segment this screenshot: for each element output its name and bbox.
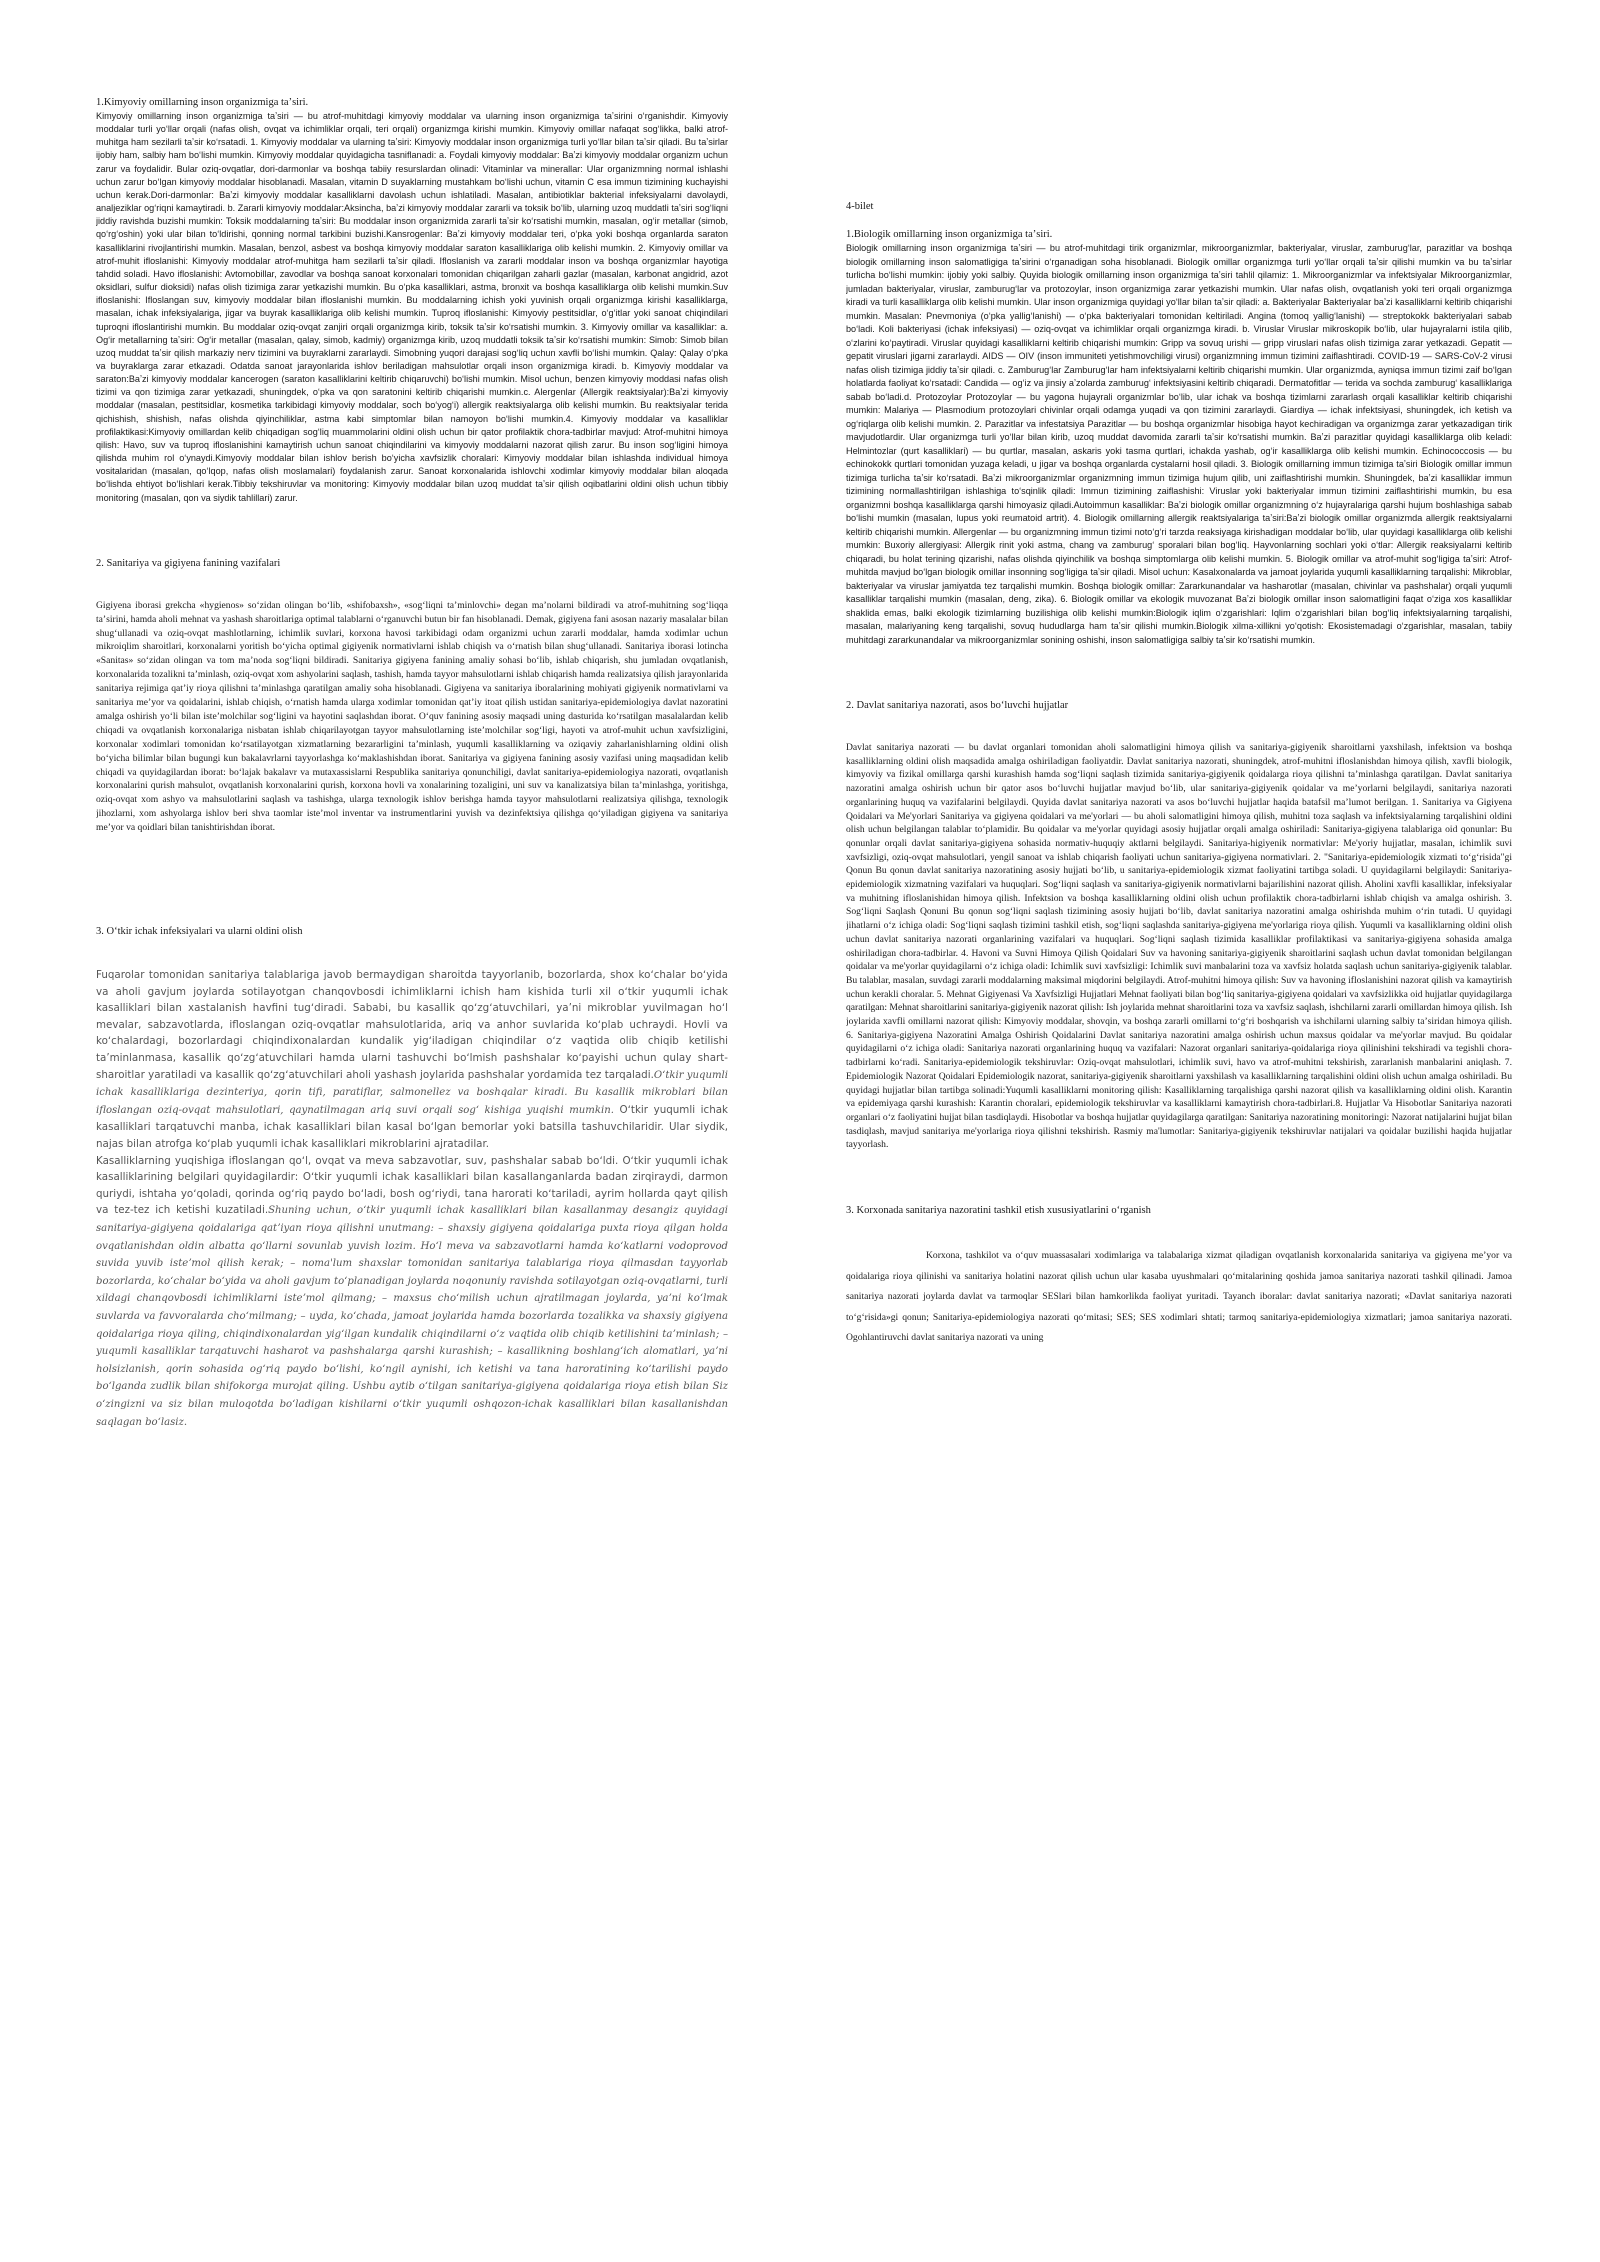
left-column [96,96,728,2186]
section-chemical-factors [96,96,728,505]
section-biological-factors [846,228,1512,647]
section-body: Davlat sanitariya nazorati — bu davlat organlari tomonidan aholi salomatligini himoya qilish va sanitariya-gigiyenik sharoitlarni yaxshilash, infektsion va boshqa kasalliklarning oldini olish maqsadida amalga oshiriladigan faoliyatdir. Davlat sanitariya nazorati, shuningdek, atrof-muhitni ifloslanishdan himoya qilish, xavfli biologik, kimyoviy va fizikal omillarga qarshi kurashish hamda sogʻliqni saqlash tizimida sanitariya-gigiyenik qoidalarga rioya qilishni taʼminlashga qaratilgan. Davlat sanitariya nazoratini amalga oshirish uchun bir qator asos boʻluvchi hujjatlar mavjud boʻlib, ular sanitariya-gigiyenik qoidalar va meʼyorlarni belgilaydi, sanitariya nazorati organlarining huquq va vazifalarini belgilaydi. Quyida davlat sanitariya nazorati va asos boʻluvchi hujjatlar haqida batafsil maʼlumot berilgan. 1. Sanitariya va Gigiyena Qoidalari va Me'yorlari Sanitariya va gigiyena qoidalari va me'yorlari — bu aholi salomatligini himoya qilish, muhitni toza saqlash va infektsiyalarning tarqalishini oldini olish uchun belgilangan talablar toʻplamidir. Bu qoidalar va me'yorlar quyidagi asosiy hujjatlar orqali amalga oshiriladi: Sanitariya-gigiyena talablariga oid qonunlar: Bu qonunlar orqali davlat sanitariya-gigiyena sohasida normativ-huquqiy aktlarni belgilaydi. Sanitariya-higiyenik normativlar: Me'yoriy hujjatlar, masalan, ichimlik suvi xavfsizligi, oziq-ovqat mahsulotlari, yengil sanoat va ishlab chiqarish faoliyati uchun sanitariya-gigiyena normativlari. 2. "Sanitariya-epidemiologik xizmati toʻgʻrisida"gi Qonun Bu qonun davlat sanitariya nazoratining asosiy hujjati boʻlib, u sanitariya-epidemiologik xizmat faoliyatini tartibga soladi. U quyidagilarni belgilaydi: Sanitariya-epidemiologik xizmatning vazifalari va huquqlari. Sogʻliqni saqlash va sanitariya-gigiyenik normativlarni bajarilishini nazorat qilish. Aholini xavfli kasalliklar, infeksiyalar va muhitning ifloslanishidan himoya qilish. Infektsion va boshqa kasalliklarning oldini olish uchun profilaktik chora-tadbirlarni ishlab chiqish va amalga oshirish. 3. Sogʻliqni Saqlash Qonuni Bu qonun sogʻliqni saqlash tizimining asosiy hujjati boʻlib, davlat sanitariya nazoratini amalga oshirishda muhim oʻrin tutadi. U quyidagi jihatlarni oʻz ichiga oladi: Sogʻliqni saqlash tizimini tashkil etish, sogʻliqni saqlashda sanitariya-gigiyena me'yorlariga rioya qilish. Yuqumli va kasalliklarning oldini olish uchun davlat sanitariya nazorati organlarining vazifalari va huquqlari. Sogʻliqni saqlash tizimida kasalliklar profilaktikasi va sanitariya-gigiyena sohasida amalga oshiriladigan chora-tadbirlar. 4. Havoni va Suvni Himoya Qilish Qoidalari Suv va havoning sanitariya-gigiyenik sharoitlarini saqlash uchun davlat tomonidan belgilangan qoidalar va me'yorlar quyidagilarni oʻz ichiga oladi: Ichimlik suvi xavfsizligi: Ichimlik suvi manbalarini toza va xavfsiz holatda saqlash uchun sanitariya-gigiyenik talablar. Bu talablar, masalan, suvdagi zararli moddalarning maksimal miqdorini belgilaydi. Atrof-muhitni himoya qilish: Suv va havoning ifloslanishini nazorat qilish va kamaytirish uchun kerakli choralar. 5. Mehnat Gigiyenasi Va Xavfsizligi Hujjatlari Mehnat faoliyati bilan bogʻliq sanitariya-gigiyena qoidalari va xavfsizlikka oid hujjatlar quyidagilarga qaratilgan: Mehnat sharoitlarini sanitariya-gigiyenik nazorat qilish: Ish joylarida mehnat sharoitlarini toza va xavfsiz saqlash, ishchilarni zararli omillardan himoya qilish. Ish joylarida xavfli omillarni nazorat qilish: Kimyoviy moddalar, shovqin, va boshqa zararli omillarni toʻgʻri boshqarish va ishchilarni ularning salbiy taʼsiridan himoya qilish. 6. Sanitariya-gigiyena Nazoratini Amalga Oshirish Qoidalarini Davlat sanitariya nazoratini amalga oshirish uchun maxsus qoidalar va me'yorlar mavjud. Bu qoidalar quyidagilarni oʻz ichiga oladi: Sanitariya nazorati organlarining huquq va vazifalari: Nazorat organlari sanitariya-qoidalariga rioya qilinishini tekshiradi va tegishli chora-tadbirlarni koʻradi. Sanitariya-epidemiologik tekshiruvlar: Oziq-ovqat mahsulotlari, ichimlik suvi, havo va atrof-muhitni tekshirish, zararlanish manbalarini aniqlash. 7. Epidemiologik Nazorat Qoidalari Epidemiologik nazorat, sanitariya-gigiyenik sharoitlarni yaxshilash va kasalliklarning tarqalishini oldini olish uchun amalga oshiriladi. Bu quyidagi hujjatlar bilan tartibga solinadi:Yuqumli kasalliklarni monitoring qilish: Kasalliklarning tarqalishiga qarshi nazorat qilish va kasalliklarning oldini olish. Karantin va epidemiyaga qarshi kurashish: Karantin choralari, epidemiologik tekshiruvlar va kasalliklarni kamaytirish chora-tadbirlari.8. Hujjatlar Va Hisobotlar Sanitariya nazorati organlari oʻz faoliyatini hujjat bilan tasdiqlaydi. Hisobotlar va boshqa hujjatlar quyidagilarga qaratilgan: Sanitariya nazoratining monitoringi: Nazorat natijalarini hujjat bilan tasdiqlash, mavjud sanitariya me'yorlariga rioya qilishni tekshirish. Rasmiy ma'lumotlar: Sanitariya-gigiyenik tekshiruvlar natijalari va qoidalar buzilishi haqida hujjatlar tayyorlash. [846,742,1512,1151]
paragraph-text: Kasalliklarning yuqishiga ifloslangan qoʻl, ovqat va meva sabzavotlar, suv, pashshalar sabab boʻldi. Oʻtkir yuqumli ichak kasalliklarining belgilari quyidagilardir: Oʻtkir yuqumli ichak kasalliklari bilan kasallanganlarda badan zirqiraydi, darmon quriydi, ishtaha yoʻqoladi, qorinda ogʻriq paydo boʻladi, bosh ogʻriydi, tana harorati koʻtariladi, ayrim hollarda qayt qilish va tez-tez ich ketishi kuzatiladi. [96,1154,728,1217]
paragraph-text: Oʻtkir yuqumli ichak kasalliklari tarqatuvchi manba, ichak kasalliklari bilan kasal boʻlgan bemorlar yoki batsilla tashuvchilaridir. Ular siydik, najas bilan atrofga koʻplab yuqumli ichak kasalliklari mikroblarini ajratadilar. [96,1103,728,1151]
section-body: Biologik omillarning inson organizmiga taʼsiri — bu atrof-muhitdagi tirik organizmlar, mikroorganizmlar, bakteriyalar, viruslar, zamburugʻlar, parazitlar va boshqa biologik omillarning inson salomatligiga taʼsirini oʻrganadigan soha hisoblanadi. Biologik omillar organizmga turli yoʻllar orqali taʼsir qilishi mumkin va bu taʼsirlar turlicha boʻlishi mumkin: ijobiy yoki salbiy. Quyida biologik omillarning inson organizmiga taʼsiri tahlil qilamiz: 1. Mikroorganizmlar va infektsiyalar Mikroorganizmlar, jumladan bakteriyalar, viruslar, zamburugʻlar va protozoylar, inson organizmiga zarar yetkazishi mumkin. Ular nafas olish, ovqatlanish yoki teri orqali organizmga kiradi va turli kasalliklarga olib kelishi mumkin. Ular inson organizmiga quyidagi yoʻllar bilan taʼsir qiladi: a. Bakteriyalar Bakteriyalar baʼzi kasalliklarni keltirib chiqarishi mumkin. Masalan: Pnevmoniya (oʻpka yalligʻlanishi) — oʻpka bakteriyalari tomonidan keltiriladi. Angina (tomoq yalligʻlanishi) — streptokokk bakteriyalari sabab boʻladi. Koli bakteriyasi (ichak infeksiyasi) — oziq-ovqat va ichimliklar orqali organizmga kiradi. b. Viruslar Viruslar mikroskopik boʻlib, ular hujayralarni istila qilib, oʻzlarini koʻpaytiradi. Viruslar quyidagi kasalliklarni keltirib chiqarishi mumkin: Gripp va sovuq urishi — gripp viruslari nafas olish tizimiga zarar yetkazadi. Gepatit — gepatit viruslari jigarni zararlaydi. AIDS — OIV (inson immuniteti yetishmovchiligi virusi) organizmning immun tizimini zaiflashtiradi. COVID-19 — SARS-CoV-2 virusi nafas olish tizimiga jiddiy taʼsir qiladi. c. Zamburugʻlar Zamburugʻlar ham infektsiyalarni keltirib chiqarishi mumkin. Ular organizmda, ayniqsa immun tizimi zaif boʻlgan holatlarda faoliyat koʻrsatadi: Candida — ogʻiz va jinsiy aʼzolarda zamburugʻ infektsiyasini keltirib chiqaradi. Dermatofitlar — terida va sochda zamburugʻ kasalliklariga sabab boʻladi.d. Protozoylar Protozoylar — bu yagona hujayrali organizmlar boʻlib, ular ichak va boshqa tizimlarni zararlash orqali kasalliklar keltirib chiqarishi mumkin: Malariya — Plasmodium protozoylari chivinlar orqali odamga yuqadi va qon tizimini zararlaydi. Giardiya — ichak infektsiyasi, shuningdek, ich ketish va ogʻriqlarga olib kelishi mumkin. 2. Parazitlar va infestatsiya Parazitlar — bu boshqa organizmlar hisobiga hayot kechiradigan va organizmga zarar yetkazadigan tirik mavjudotlardir. Ular organizmga turli yoʻllar bilan kirib, uzoq muddat davomida zararli taʼsir koʻrsatishi mumkin. Baʼzi parazitlar quyidagi kasalliklarga olib keladi: Helmintozlar (qurt kasalliklari) — bu qurtlar, masalan, askaris yoki tasma qurtlari, ichakda yashab, ogʻir kasalliklarga olib kelishi mumkin. Echinococcosis — bu echinokokk qurtlari tomonidan yuzaga keladi, u jigar va boshqa organlarda cystalarni hosil qiladi. 3. Biologik omillarning immun tizimiga taʼsiri Biologik omillar immun tizimiga turlicha taʼsir koʻrsatadi. Baʼzi mikroorganizmlar organizmning immun tizimiga hujum qilib, uni zaiflashtirishi mumkin. Shuningdek, baʼzi kasalliklar immun tizimining normallashtirilgan ishlashiga toʻsqinlik qiladi: Immun tizimining zaiflashishi: Viruslar yoki bakteriyalar immun tizimini zaiflashtirishi mumkin, bu esa organizmni boshqa kasalliklarga qarshi himoyasiz qiladi.Autoimmun kasalliklar: Baʼzi biologik omillar organizmning oʻz hujayralariga qarshi hujum boshlashiga sabab boʻlishi mumkin (masalan, lupus yoki reumatoid artrit). 4. Biologik omillarning allergik reaktsiyalariga taʼsiri:Baʼzi biologik omillar organizmda allergik reaktsiyalarni keltirib chiqarishi mumkin. Allergenlar — bu organizmning immun tizimi notoʻgʻri tarzda reaksiyaga kirishadigan moddalar boʻlib, ular quyidagi kasalliklarga olib kelishi mumkin: Buxoriy allergiyasi: Allergik rinit yoki astma, chang va zamburugʻ sporalari bilan bogʻliq. Hayvonlarning sochlari yoki oʻtlar: Allergik reaksiyalarni keltirib chiqaradi, bu holat terining qizarishi, nafas olishda qiyinchilik va boshqa simptomlarga olib kelishi mumkin. 5. Biologik omillar va atrof-muhit sogʻligiga taʼsiri: Atrof-muhitda mavjud boʻlgan biologik omillar insonning sogʻligiga taʼsir qiladi. Misol uchun: Kasalxonalarda va jamoat joylarida yuqumli kasalliklarning tarqalishi: Mikroblar, bakteriyalar va viruslar jamiyatda tez tarqalishi mumkin. Boshqa biologik omillar: Zararkunandalar va hasharotlar (masalan, chivinlar va pashshalar) orqali yuqumli kasalliklar tarqalishi mumkin (masalan, deng, zika). 6. Biologik omillar va ekologik muvozanat Baʼzi biologik omillar inson salomatligini faqat oʻziga xos kasalliklar shaklida emas, balki ekologik tizimlarning buzilishiga olib kelishi mumkin:Biologik iqlim oʻzgarishlari: Iqlim oʻzgarishlari bilan bogʻliq infektsiyalarning tarqalishi, masalan, malariyaning keng tarqalishi, sovuq hududlarga ham taʼsir qilishi mumkin.Biologik xilma-xillikni yoʻqotish: Ekosistemadagi oʻzgarishlar, masalan, tabiiy muhitdagi zararkunandalar va mikroorganizmlar sonining oshishi, inson salomatligiga salbiy taʼsir koʻrsatishi mumkin. [846,243,1512,645]
paragraph-italic-text: Oʻtkir yuqumli ichak kasalliklariga dezinteriya, qorin tifi, paratiflar, salmonellez va boshqalar kiradi. Bu kasallik mikroblari bilan ifloslangan oziq-ovqat mahsulotlari, qaynatilmagan ariq suvi orqali sogʻ kishiga yuqishi mumkin. [96,1069,728,1116]
right-column [846,200,1512,2190]
spacer [846,647,1512,699]
section-sanitation-tasks [96,557,728,835]
spacer [846,713,1512,741]
spacer [846,1152,1512,1204]
paragraph-italic-text: Shuning uchun, oʻtkir yuqumli ichak kasalliklari bilan kasallanmay desangiz quyidagi sanitariya-gigiyena qoidalariga qatʼiyan rioya qilishni unutmang: – shaxsiy gigiyena qoidalariga puxta rioya qilgan holda ovqatlanishdan oldin albatta qoʻllarni sovunlab yuvish lozim. Hoʻl meva va sabzavotlarni hamda koʻkatlarni vodoprovod suvida yuvib isteʼmol qilish kerak; – noma'lum shaxslar tomonidan sanitariya talablariga rioya qilmasdan tayyorlab bozorlarda, koʻchalar boʻyida va aholi gavjum toʻplanadigan joylarda noqonuniy ravishda sotilayotgan oziq-ovqatlarni, turli xildagi chanqovbosdi ichimliklarni isteʼmol qilmang; – maxsus choʻmilish uchun ajratilmagan joylarda, yaʼni koʻlmak suvlarda va favvoralarda choʻmilmang; – uyda, koʻchada, jamoat joylarida hamda bozorlarda tozalikka va shaxsiy gigiyena qoidalariga rioya qiling, chiqindixonalardan yigʻilgan kundalik chiqindilarni oʻz vaqtida olib chiqib ketilishini taʼminlash; – yuqumli kasalliklar tarqatuvchi hasharot va pashshalarga qarshi kurashish; – kasallikning boshlangʻich alomatlari, yaʼni holsizlanish, qorin sohasida ogʻriq paydo boʻlishi, koʻngil aynishi, ich ketishi va tana haroratining koʻtarilishi paydo boʻlganda zudlik bilan shifokorga murojat qiling. Ushbu aytib oʻtilgan sanitariya-gigiyena qoidalariga rioya etish bilan Siz oʻzingizni va siz bilan muloqotda boʻladigan kishilarni oʻtkir yuqumli oshqozon-ichak kasalliklari bilan kasallanishdan saqlagan boʻlasiz. [96,1205,728,1428]
section-state-sanitary-control [846,699,1512,1152]
section-paragraph [96,1153,728,1432]
section-paragraph [96,967,728,1153]
section-body: Gigiyena iborasi grekcha «hygienos» soʻzidan olingan boʻlib, «shifobaxsh», «sogʻliqni taʼminlovchi» degan maʼnolarni bildiradi va atrof-muhitning sogʻliqqa taʼsirini, hamda aholi mehnat va yashash sharoitlariga optimal talablarni oʻrganuvchi butun bir fan hisoblanadi. Demak, gigiyena fani asosan nazariy masalalar bilan shugʻullanadi va oziq-ovqat mashlotlarning, ichimlik suvlari, korxona havosi tarkibidagi odam organizmi uchun zararli moddalar, hamda xodimlar uchun mikroiqlim sharoitlari, korxonalarni yoritish boʻyicha optimal gigiyenik normativlarni ishlab chiqish va oʻrnatish bilan shugʻullanadi. Sanitariya iborasi lotincha «Sanitas» soʻzidan olingan va tom maʼnoda sogʻliqni bildiradi. Sanitariya gigiyena fanining amaliy sohasi boʻlib, ishlab chiqarish, shu jumladan ovqatlanish, korxonalarida tozalikni taʼminlash, oziq-ovqat xom ashyolarini saqlash, tashish, hamda tayyor mahsulotlarni ishlab chiqarish hamda realizatsiya qilish jarayonlarida sanitariya rejimiga qatʼiy rioya qilishni taʼminlashga qaratilgan amaliy soha hisoblanadi. Gigiyena va sanitariya iboralarining mohiyati gigiyenik normativlarni va sanitariya meʼyor va qoidalarini, ishlab chiqish, oʻrnatish hamda ularga xodimlar tomonidan qatʼiy itoat qilish ustidan sanitariya-epidemiologiya davlat nazoratini amalga oshirish yoʻli bilan isteʼmolchilar sogʻligini va hayotini saqlashdan iborat. Oʻquv fanining asosiy maqsadi uning dasturida koʻrsatilgan masalalardan kelib chiqadi va ovqatlanish korxonalariga nisbatan ishlab chiqarilayotgan tayyor mahsulotlarning isteʼmolchilar sogʻligi, hayoti va atrof-muhit uchun xavfsizligini, korxonalar xodimlari tomonidan koʻrsatilayotgan xizmatlarning bezararligini taʼminlash, yuqumli kasalliklarning va oziqaviy zaharlanishlarning oldini olish boʻyicha bilimlar bilan bugungi kun bakalavrlarni tayyorlashga koʻmaklashishdan iborat. Sanitariya va gigiyena fanining asosiy vazifasi uning maqsadidan kelib chiqadi va quyidagilardan iborat: boʻlajak bakalavr va mutaxassislarni Respublika sanitariya qonunchiligi, davlat sanitariya-epidemiologiya nazorati, ovqatlanish korxonalarini qurish mahsulot, ovqatlanish korxonalarini qurish, korxona hovli va xonalarining tozaligini, uni suv va kanalizatsiya bilan taʼminlashga, yoritishga, oziq-ovqat xom ashyo va mahsulotlarini saqlash va tashishga, ularga texnologik ishlov berishga hamda tayyor mahsulotlarni realizatsiya qilishga, texnologik jihozlarni, xom ashyolarga ishlov beri shva taomlar isteʼmol inventar va instrumentlarini yuvish va dezinfektsiya qilishga qoʻyiladigan gigiyena va sanitariya meʼyor va qoidlari bilan tanishtirishdan iborat. [96,599,728,834]
section-heading: 2. Davlat sanitariya nazorati, asos boʻluvchi hujjatlar [846,700,1069,711]
section-heading: 2. Sanitariya va gigiyena fanining vazifalari [96,557,281,569]
paragraph-text: Fuqarolar tomonidan sanitariya talablariga javob bermaydigan sharoitda tayyorlanib, bozorlarda, shox koʻchalar boʻyida va aholi gavjum joylarda sotilayotgan chanqovbosdi ichimliklarni ichish ham kishida turli xil oʻtkir yuqumli ichak kasalliklari bilan xastalanish havfini tugʻdiradi. Sababi, bu kasallik qoʻzgʻatuvchilari, yaʼni mikroblar yuvilmagan hoʻl mevalar, sabzavotlarda, ifloslangan oziq-ovqatlar mahsulotlarida, ariq va anhor suvlarida koʻplab uchraydi. Hovli va koʻchalardagi, bozorlardagi chiqindixonalardan kundalik yigʻiladigan chiqindilar oʻz vaqtida olib chiqib ketilishi taʼminlanmasa, kasallik qoʻzgʻatuvchilari hamda ularni tashuvchi boʻlmish pashshalar koʻpayishi uchun qulay shart-sharoitlar yaratiladi va kasallik qoʻzgʻatuvchilari aholi yashash joylarida pashshalar yordamida tez tarqaladi. [96,969,728,1081]
spacer [96,571,728,599]
section-body: Kimyoviy omillarning inson organizmiga taʼsiri — bu atrof-muhitdagi kimyoviy moddalar va ularning inson organizmiga taʼsirini oʻrganishdir. Kimyoviy moddalar turli yoʻllar orqali (nafas olish, ovqat va ichimliklar orqali, teri orqali) organizmga kirishi mumkin. Kimyoviy omillar nafaqat sogʻlikka, balki atrof-muhitga ham sezilarli taʼsir koʻrsatadi. 1. Kimyoviy moddalar va ularning taʼsiri: Kimyoviy moddalar inson organizmiga turli yoʻllar bilan taʼsir qiladi. Bu taʼsirlar ijobiy ham, salbiy ham boʻlishi mumkin. Kimyoviy moddalar quyidagicha tasniflanadi: a. Foydali kimyoviy moddalar: Baʼzi kimyoviy moddalar organizm uchun zarur va foydalidir. Bular oziq-ovqatlar, dori-darmonlar va boshqa tabiiy resurslardan olinadi: Vitaminlar va minerallar: Ular organizmning normal ishlashi uchun zarur boʻlgan kimyoviy moddalar hisoblanadi. Masalan, vitamin D suyaklarning mustahkam boʻlishi uchun, vitamin C esa immun tizimining kuchayishi uchun kerak.Dori-darmonlar: Baʼzi kimyoviy moddalar kasalliklarni davolash uchun ishlatiladi. Masalan, antibiotiklar bakterial infeksiyalarni davolaydi, analjeziklar ogʻriqni kamaytiradi. b. Zararli kimyoviy moddalar:Aksincha, baʼzi kimyoviy moddalar zararli va toksik boʻlib, ularning uzoq muddatli taʼsiri sogʻliqni jiddiy ravishda buzishi mumkin: Toksik moddalarning taʼsiri: Bu moddalar inson organizmida zararli taʼsir koʻrsatishi mumkin, masalan, ogʻir metallar (simob, qoʻrgʻoshin) yoki ular bilan toʻldirishi, qonning normal tarkibini buzishi.Kansrogenlar: Baʼzi kimyoviy moddalar teri, oʻpka yoki boshqa organlarda saraton kasalliklarini rivojlantirishi mumkin. Masalan, benzol, asbest va boshqa kimyoviy moddalar saraton kasalliklariga olib kelishi mumkin. 2. Kimyoviy omillar va atrof-muhit ifloslanishi: Kimyoviy moddalar atrof-muhitga ham sezilarli taʼsir qiladi. Ifloslanish va zararli moddalar inson va boshqa organizmlar hayotiga tahdid soladi. Havo ifloslanishi: Avtomobillar, zavodlar va boshqa sanoat korxonalari tomonidan chiqarilgan zaharli gazlar (masalan, karbonat angidrid, azot oksidlari, sulfur dioksidi) nafas olish tizimiga zarar yetkazishi mumkin. Bu oʻpka kasalliklari, astma, bronxit va boshqa kasalliklarga olib kelishi mumkin.Suv ifloslanishi: Ifloslangan suv, kimyoviy moddalar bilan ifloslanishi mumkin. Bu moddalarning ichish yoki yuvinish orqali organizmga kirishi kasalliklarga, masalan, ichak infeksiyalariga, jigar va buyrak kasalliklariga olib kelishi mumkin. Tuproq ifloslanishi: Kimyoviy pestitsidlar, oʻgʻitlar yoki sanoat chiqindilari tuproqni ifloslantirishi mumkin. Bu moddalar oziq-ovqat zanjiri orqali organizmga kirib, toksik taʼsir koʻrsatishi mumkin. 3. Kimyoviy omillar va kasalliklar: a. Ogʻir metallarning taʼsiri: Ogʻir metallar (masalan, qalay, simob, kadmiy) organizmga kirib, uzoq muddatli toksik taʼsir koʻrsatishi mumkin: Simob: Simob bilan uzoq muddat taʼsir qilish markaziy nerv tizimini va buyraklarni zararlaydi. Simobning yuqori darajasi sogʻliq uchun xavfli boʻlishi mumkin. Qalay: Qalay oʻpka va buyraklarga zarar etkazadi. Odatda sanoat jarayonlarida ishlov beriladigan mahsulotlar orqali inson organizmiga kiradi. b. Kimyoviy moddalar va saraton:Baʼzi kimyoviy moddalar kancerogen (saraton kasalliklarini keltirib chiqaruvchi) boʻlishi mumkin. Misol uchun, benzen kimyoviy moddasi nafas olish tizimi va qon tizimiga zarar yetkazadi, shuningdek, oʻpka va qon saratonini keltirib chiqarishi mumkin.c. Alergenlar (Allergik reaktsiyalar):Baʼzi kimyoviy moddalar (masalan, pestitsidlar, kosmetika tarkibidagi kimyoviy moddalar, soch boʻyogʻi) allergik reaktsiyalarga olib kelishi mumkin. Bu reaktsiyalar terida qichishish, shishish, nafas olishda qiyinchiliklar, astma kabi simptomlar bilan namoyon boʻlishi mumkin.4. Kimyoviy moddalar va kasalliklar profilaktikasi:Kimyoviy omillardan kelib chiqadigan sogʻliq muammolarini oldini olish uchun bir qator profilaktik chora-tadbirlar mavjud: Atrof-muhitni himoya qilish: Havo, suv va tuproq ifloslanishini kamaytirish uchun sanoat chiqindilarini va kimyoviy moddalarni nazorat qilish zarur. Bu inson sogʻligini himoya qilishda muhim rol oʻynaydi.Kimyoviy moddalar bilan ishlov berish boʻyicha xavfsizlik choralari: Kimyoviy moddalar bilan ishlashda individual himoya vositalaridan (masalan, qoʻlqop, nafas olish moslamalari) foydalanish zarur. Sanoat korxonalarida ishlovchi xodimlar kimyoviy moddalar bilan aloqada boʻlishda ehtiyot boʻlishlari kerak.Tibbiy tekshiruvlar va monitoring: Kimyoviy moddalar bilan uzoq muddat taʼsir qilish oqibatlarini oldini olish uchun tibbiy monitoring (masalan, qon va siydik tahlillari) zarur. [96,111,728,503]
section-heading: 3. Oʻtkir ichak infeksiyalari va ularni oldini olish [96,926,303,938]
spacer [96,939,728,967]
section-heading: 1.Biologik omillarning inson organizmiga taʼsiri. [846,229,1053,240]
spacer [846,214,1512,228]
section-heading: 1.Kimyoviy omillarning inson organizmiga taʼsiri. [96,97,309,108]
spacer [846,1218,1512,1246]
ticket-number: 4-bilet [846,201,874,212]
spacer [96,835,728,925]
section-heading: 3. Korxonada sanitariya nazoratini tashkil etish xususiyatlarini oʻrganish [846,1205,1151,1217]
section-body: Korxona, tashkilot va oʻquv muassasalari xodimlariga va talabalariga xizmat qiladigan ovqatlanish korxonalarida sanitariya va gigiyena meʼyor va qoidalariga rioya qilinishi va sanitariya holatini nazorat qilish uchun ular kasaba uyushmalari qoʻmitalarining qoshida jamoa sanitariya nazorati tashkil qilinadi. Jamoa sanitariya nazorati joylarda davlat va tarmoqlar SESlari bilan hamkorlikda faoliyat yuritadi. Tayanch iboralar: davlat sanitariya nazorati; «Davlat sanitariya nazorati toʻgʻrisida»gi qonun; Sanitariya-epidemiologiya nazorati qoʻmitasi; SES; SES xodimlari shtati; tarmoq sanitariya-epidemiologiya xizmatlari; jamoa sanitariya nazorati. Ogohlantiruvchi davlat sanitariya nazorati va uning [846,1250,1512,1344]
section-intestinal-infections [96,925,728,1431]
spacer [96,505,728,557]
section-enterprise-sanitary-control [846,1204,1512,1349]
